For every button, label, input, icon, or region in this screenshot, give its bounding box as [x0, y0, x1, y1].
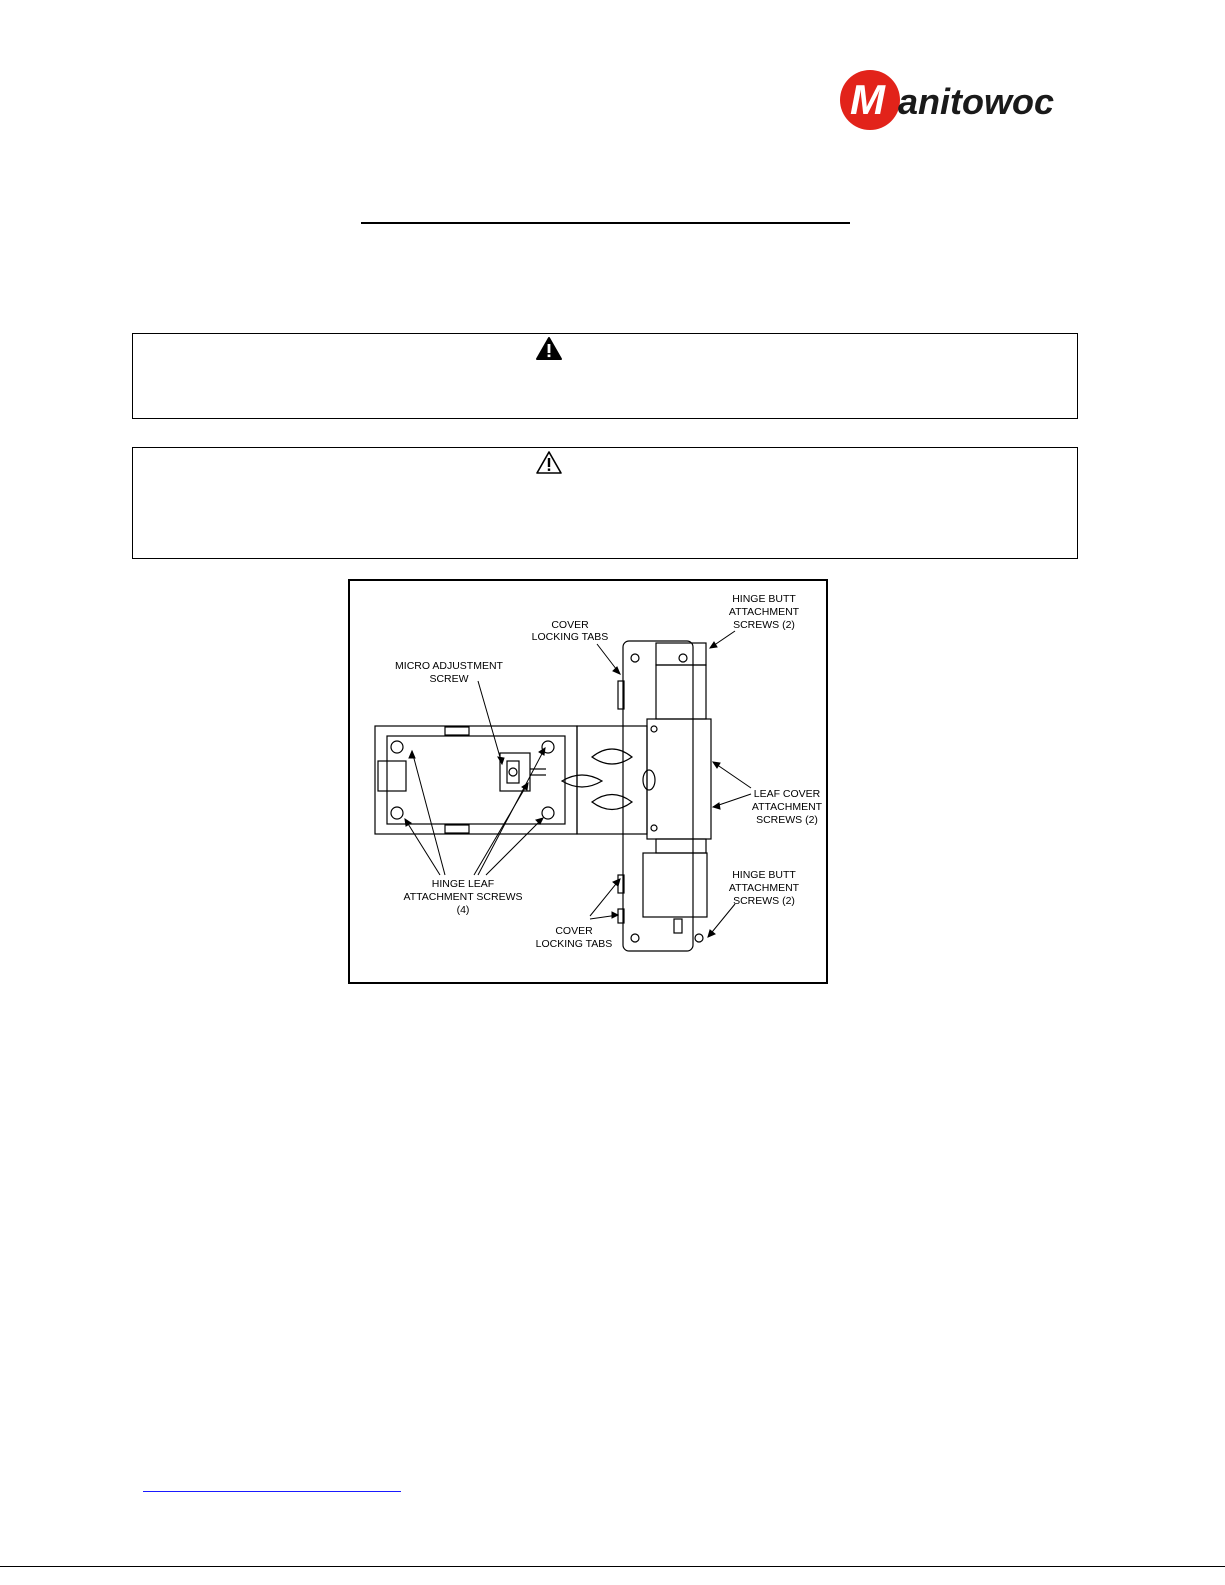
leaf-screw — [391, 807, 403, 819]
footer-hyperlink-underline[interactable] — [143, 1491, 401, 1492]
butt-screw — [631, 934, 639, 942]
label-hinge-butt-bottom: ATTACHMENT — [728, 882, 800, 894]
lower-cylinder — [643, 853, 707, 917]
label-hinge-leaf: (4) — [456, 904, 470, 916]
leaf-cover — [647, 719, 711, 839]
logo-wordmark: anitowoc — [898, 81, 1055, 122]
label-leaf-cover: LEAF COVER — [753, 788, 821, 800]
cover-screw — [651, 726, 657, 732]
warning-outline-triangle-icon — [535, 450, 563, 475]
warning-filled-triangle-icon — [535, 336, 563, 361]
label-hinge-butt-bottom: HINGE BUTT — [732, 869, 796, 881]
label-hinge-butt-bottom: SCREWS (2) — [733, 895, 795, 907]
caution-notice-box — [132, 447, 1078, 559]
hinge-center-plate — [577, 726, 647, 834]
hinge-butt-plate — [623, 641, 693, 951]
label-micro-adjustment: SCREW — [429, 673, 469, 685]
hinge-diagram-figure — [348, 579, 828, 984]
label-cover-tabs-bottom: LOCKING TABS — [535, 938, 613, 950]
manitowoc-logo — [838, 68, 1078, 132]
hinge-leaf-plate — [375, 726, 577, 834]
danger-notice-box — [132, 333, 1078, 419]
label-leaf-cover: ATTACHMENT — [751, 801, 823, 813]
label-hinge-butt-top: SCREWS (2) — [733, 619, 795, 631]
label-cover-tabs-top: LOCKING TABS — [531, 631, 609, 643]
footer-divider — [0, 1566, 1225, 1567]
hinge-diagram — [350, 581, 826, 982]
butt-screw — [631, 654, 639, 662]
label-cover-tabs-top: COVER — [551, 619, 589, 631]
label-leaf-cover: SCREWS (2) — [756, 814, 818, 826]
label-hinge-butt-top: ATTACHMENT — [728, 606, 800, 618]
leaf-screw — [542, 807, 554, 819]
label-hinge-leaf: ATTACHMENT SCREWS — [403, 891, 523, 903]
label-hinge-butt-top: HINGE BUTT — [732, 593, 796, 605]
butt-screw — [695, 934, 703, 942]
label-hinge-leaf: HINGE LEAF — [431, 878, 495, 890]
upper-cylinder — [656, 665, 706, 719]
leaf-screw — [391, 741, 403, 753]
logo-mark: M — [850, 76, 885, 123]
label-cover-tabs-bottom: COVER — [555, 925, 593, 937]
title-underline — [361, 222, 850, 224]
cover-screw — [651, 825, 657, 831]
label-micro-adjustment: MICRO ADJUSTMENT — [395, 660, 503, 672]
butt-screw — [679, 654, 687, 662]
